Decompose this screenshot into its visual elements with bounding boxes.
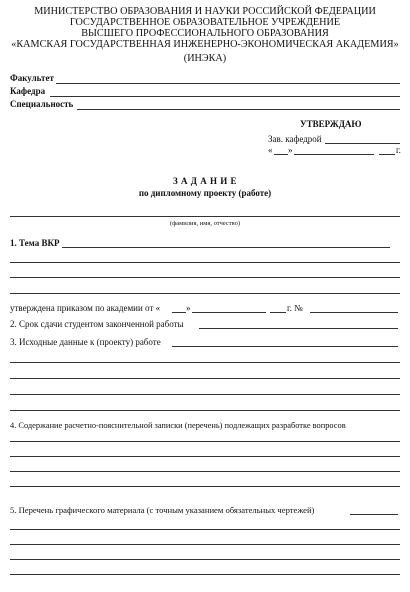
deadline-field[interactable] bbox=[199, 328, 398, 329]
input-data-line-2[interactable] bbox=[10, 362, 400, 363]
head-signature-field[interactable] bbox=[325, 143, 400, 144]
graphics-line-5[interactable] bbox=[10, 574, 400, 575]
ministry-line: МИНИСТЕРСТВО ОБРАЗОВАНИЯ И НАУКИ РОССИЙСКОЙ ФЕДЕРАЦИИ bbox=[34, 6, 376, 17]
student-name-field[interactable] bbox=[10, 216, 400, 217]
faculty-label: Факультет bbox=[10, 73, 54, 83]
approve-year-label: г. bbox=[396, 145, 401, 155]
input-data-line-3[interactable] bbox=[10, 378, 400, 379]
graphics-field[interactable] bbox=[350, 514, 398, 515]
order-month-field[interactable] bbox=[192, 312, 266, 313]
deadline-label: 2. Срок сдачи студентом законченной работы bbox=[10, 319, 184, 329]
input-data-label: 3. Исходные данные к (проекту) работе bbox=[10, 337, 161, 347]
assignment-title: З А Д А Н И Е bbox=[173, 176, 237, 186]
graphics-line-2[interactable] bbox=[10, 529, 400, 530]
approve-month-field[interactable] bbox=[294, 154, 374, 155]
graphics-line-4[interactable] bbox=[10, 559, 400, 560]
topic-line-4[interactable] bbox=[10, 293, 400, 294]
contents-line-1[interactable] bbox=[10, 441, 400, 442]
institution-type-line: ГОСУДАРСТВЕННОЕ ОБРАЗОВАТЕЛЬНОЕ УЧРЕЖДЕНИЕ bbox=[69, 17, 341, 28]
specialty-label: Специальность bbox=[10, 99, 74, 109]
graphics-line-3[interactable] bbox=[10, 544, 400, 545]
topic-line-2[interactable] bbox=[10, 262, 400, 263]
department-field[interactable] bbox=[50, 96, 400, 97]
approve-day-field[interactable] bbox=[274, 154, 288, 155]
approve-title: УТВЕРЖДАЮ bbox=[300, 119, 362, 129]
contents-line-2[interactable] bbox=[10, 456, 400, 457]
specialty-field[interactable] bbox=[77, 109, 400, 110]
graphics-label: 5. Перечень графического материала (с точным указанием обязательных чертежей) bbox=[10, 505, 315, 515]
academy-name-line: «КАМСКАЯ ГОСУДАРСТВЕННАЯ ИНЖЕНЕРНО-ЭКОНОМИЧЕСКАЯ АКАДЕМИЯ» bbox=[11, 39, 399, 50]
order-year-field[interactable] bbox=[270, 312, 286, 313]
input-data-field[interactable] bbox=[172, 346, 398, 347]
approve-year-field[interactable] bbox=[379, 154, 395, 155]
approve-date-mid: » bbox=[288, 145, 293, 155]
student-name-caption: (фамилия, имя, отчество) bbox=[169, 220, 241, 227]
order-number-label: г. № bbox=[287, 303, 303, 313]
topic-field[interactable] bbox=[62, 247, 390, 248]
faculty-field[interactable] bbox=[56, 83, 400, 84]
contents-line-3[interactable] bbox=[10, 471, 400, 472]
input-data-line-4[interactable] bbox=[10, 394, 400, 395]
education-level-line: ВЫСШЕГО ПРОФЕССИОНАЛЬНОГО ОБРАЗОВАНИЯ bbox=[81, 28, 329, 39]
approve-date-open: « bbox=[268, 145, 273, 155]
assignment-subtitle: по дипломному проекту (работе) bbox=[138, 188, 272, 198]
contents-line-4[interactable] bbox=[10, 486, 400, 487]
input-data-line-5[interactable] bbox=[10, 410, 400, 411]
topic-line-3[interactable] bbox=[10, 277, 400, 278]
topic-label: 1. Тема ВКР bbox=[10, 238, 60, 248]
order-day-field[interactable] bbox=[172, 312, 186, 313]
order-number-field[interactable] bbox=[310, 312, 398, 313]
academy-abbreviation: (ИНЭКА) bbox=[183, 53, 227, 64]
order-label: утверждена приказом по академии от « bbox=[10, 303, 161, 313]
order-date-mid: » bbox=[186, 303, 191, 313]
contents-label: 4. Содержание расчетно-пояснительной записки (перечень) подлежащих разработке вопросов bbox=[10, 421, 346, 430]
head-of-department-label: Зав. кафедрой bbox=[268, 134, 322, 144]
department-label: Кафедра bbox=[10, 86, 46, 96]
